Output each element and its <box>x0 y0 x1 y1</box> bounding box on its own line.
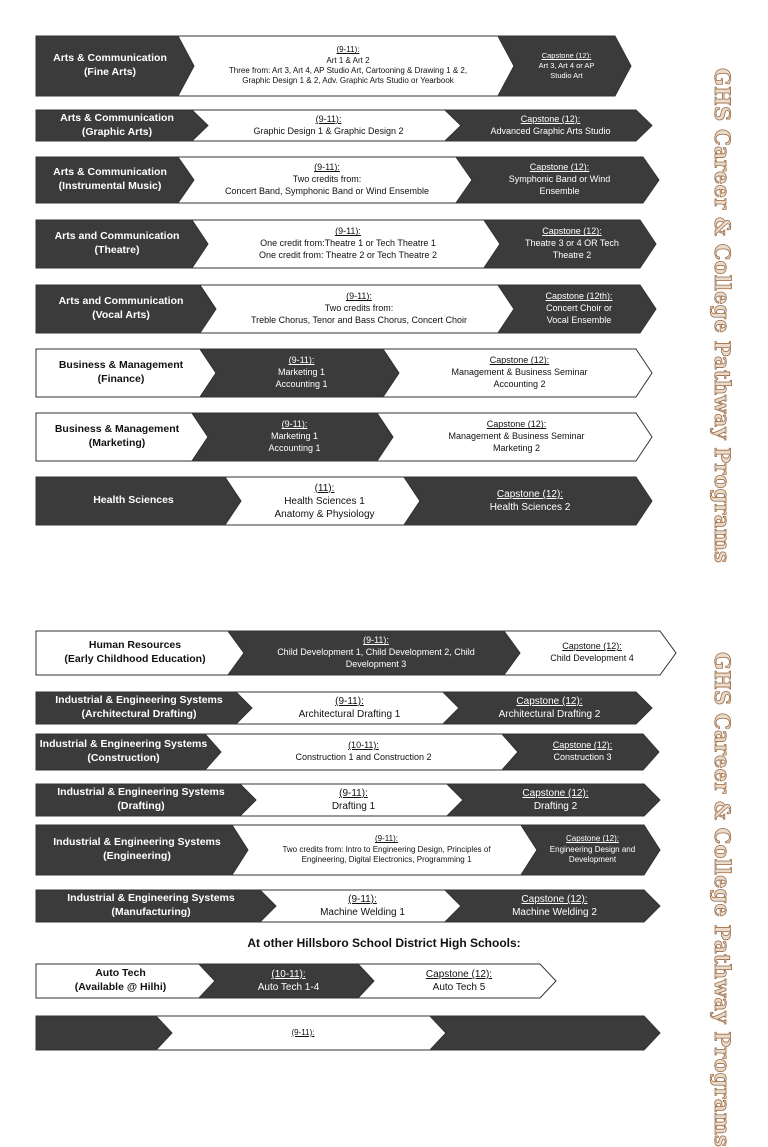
capstone-block <box>465 784 646 816</box>
cap-line: Capstone (12th): <box>545 291 613 302</box>
mid-line: Accounting 1 <box>268 442 321 453</box>
pathway-title <box>36 631 234 675</box>
cap-line: Art 3, Art 4 or AP <box>538 61 595 71</box>
capstone-block <box>461 692 638 724</box>
pathway-row <box>0 110 768 141</box>
pathway-row <box>0 825 768 875</box>
pathway-row <box>0 349 768 397</box>
title-line: (Engineering) <box>103 850 171 862</box>
mid-line: Architectural Drafting 1 <box>298 709 401 720</box>
cap-line: Capstone (12): <box>552 740 613 751</box>
pathway-row <box>0 157 768 203</box>
courses-block <box>258 784 449 816</box>
courses-block <box>196 36 500 96</box>
mid-line: Two credits from: <box>324 303 394 314</box>
mid-line: (9-11): <box>335 226 361 237</box>
cap-line: Theatre 2 <box>552 249 592 260</box>
title-line: Health Sciences <box>93 494 174 507</box>
courses-block <box>218 285 500 333</box>
title-line: Business & Management <box>54 423 180 436</box>
title-line: (Instrumental Music) <box>58 180 162 192</box>
cap-line: Architectural Drafting 2 <box>498 709 601 720</box>
pathway-title <box>36 1016 162 1050</box>
pathway-row <box>0 692 768 724</box>
mid-line: (9-11): <box>348 894 377 905</box>
title-line: (Architectural Drafting) <box>81 708 197 720</box>
mid-line: Development 3 <box>345 658 407 669</box>
title-line: (Marketing) <box>88 437 146 449</box>
title-line: (Fine Arts) <box>83 66 137 78</box>
mid-line: Treble Chorus, Tenor and Bass Chorus, Concert Choir <box>250 314 468 325</box>
cap-line: Capstone (12): <box>541 51 592 61</box>
cap-line: Studio Art <box>550 70 583 80</box>
mid-line: Engineering, Digital Electronics, Programming 1 <box>301 855 472 865</box>
cap-line: Engineering Design and <box>549 844 636 854</box>
title-line: (Manufacturing) <box>111 906 191 918</box>
courses-block <box>210 220 486 268</box>
mid-line: Two credits from: Intro to Engineering Design, Principles of <box>282 844 491 854</box>
title-line: Industrial & Engineering Systems <box>67 892 235 905</box>
capstone-block <box>522 631 662 675</box>
side-title-2: GHS Career & College Pathway Programs <box>710 652 735 1147</box>
pathway-title <box>36 413 198 461</box>
cap-line: Capstone (12): <box>425 969 493 980</box>
title-line: (Early Childhood Education) <box>64 653 206 665</box>
capstone-block <box>422 477 638 525</box>
title-line: Industrial & Engineering Systems <box>57 786 225 799</box>
courses-block <box>210 413 379 461</box>
cap-line: Capstone (12): <box>529 162 590 173</box>
capstone-block <box>539 825 646 875</box>
title-line: Arts & Communication <box>60 111 174 124</box>
mid-line: (10-11): <box>348 740 379 751</box>
mid-line: (9-11): <box>314 162 340 173</box>
capstone-block <box>463 110 638 141</box>
mid-line: Three from: Art 3, Art 4, AP Studio Art, Cartooning & Drawing 1 & 2, <box>228 66 468 75</box>
cap-line: Capstone (12): <box>542 226 602 237</box>
cap-line: Health Sciences 2 <box>489 502 571 513</box>
pathway-title <box>36 890 266 922</box>
courses-block <box>243 477 406 525</box>
cap-line: Capstone (12): <box>496 489 564 500</box>
title-line: (Construction) <box>87 752 160 764</box>
mid-line: (9-11): <box>315 113 342 124</box>
mid-line: Child Development 1, Child Development 2, Child <box>277 647 475 658</box>
title-line: (Graphic Arts) <box>81 125 153 138</box>
mid-line: Construction 1 and Construction 2 <box>295 752 432 762</box>
cap-line: Concert Choir or <box>545 303 613 314</box>
cap-line: Capstone (12): <box>566 834 619 844</box>
mid-line: (9-11): <box>288 355 315 366</box>
mid-line: (10-11): <box>271 969 306 980</box>
capstone-block <box>401 349 638 397</box>
courses-block <box>174 1016 432 1050</box>
mid-line: Concert Band, Symphonic Band or Wind Ensemble <box>224 185 430 196</box>
pathway-row <box>0 477 768 525</box>
cap-line: Theatre 3 or 4 OR Tech <box>525 238 619 249</box>
cap-line: Construction 3 <box>553 752 612 762</box>
mid-line: Health Sciences 1 <box>284 495 365 507</box>
mid-line: Marketing 1 <box>270 431 319 442</box>
title-line: Industrial & Engineering Systems <box>53 836 221 849</box>
mid-line: One credit from:Theatre 1 or Tech Theatre 1 <box>260 238 436 249</box>
title-line: (Theatre) <box>94 244 140 256</box>
courses-block <box>223 734 504 770</box>
mid-line: Marketing 1 <box>277 367 326 378</box>
title-line: Arts & Communication <box>53 166 167 179</box>
pathway-row <box>0 734 768 770</box>
side-title: GHS Career & College Pathway Programs <box>710 68 735 564</box>
cap-line: Development <box>568 855 617 865</box>
pathway-row <box>0 964 768 998</box>
title-line: Business & Management <box>58 359 184 372</box>
pathway-title <box>36 784 246 816</box>
title-line: Industrial & Engineering Systems <box>55 694 223 707</box>
cap-line: Capstone (12): <box>486 419 547 430</box>
pathway-title <box>36 220 198 268</box>
courses-block <box>217 964 360 998</box>
mid-line: One credit from: Theatre 2 or Tech Theatre 2 <box>258 249 438 260</box>
cap-line: Capstone (12): <box>521 894 588 905</box>
mid-line: (9-11): <box>339 788 368 799</box>
mid-line: Auto Tech 1-4 <box>257 982 320 993</box>
cap-line: Machine Welding 2 <box>512 907 597 918</box>
cap-line: Capstone (12): <box>562 641 622 652</box>
title-line: Arts & Communication <box>53 52 167 65</box>
courses-block <box>246 631 506 675</box>
capstone-block <box>376 964 542 998</box>
mid-line: Graphic Design 1 & 2, Adv. Graphic Arts Studio or Yearbook <box>242 76 454 86</box>
mid-line: Two credits from: <box>292 174 362 185</box>
mid-line: (9-11): <box>291 1027 315 1037</box>
cap-line: Accounting 2 <box>493 378 546 389</box>
cap-line: Management & Business Seminar <box>448 431 585 442</box>
courses-block <box>218 349 385 397</box>
mid-line: (9-11): <box>336 45 360 55</box>
pathway-row <box>0 285 768 333</box>
courses-block <box>278 890 447 922</box>
courses-block <box>254 692 445 724</box>
title-line: (Drafting) <box>117 800 165 812</box>
title-line: Auto Tech <box>95 967 146 980</box>
pathway-title <box>36 734 211 770</box>
capstone-block <box>516 285 642 333</box>
cap-line: Management & Business Seminar <box>451 367 588 378</box>
mid-line: Accounting 1 <box>275 378 328 389</box>
mid-line: (9-11): <box>363 635 389 646</box>
mid-line: Anatomy & Physiology <box>274 508 375 520</box>
cap-line: Marketing 2 <box>492 442 541 453</box>
pathway-title <box>36 825 238 875</box>
capstone-block <box>395 413 638 461</box>
courses-block <box>210 110 447 141</box>
title-line: Arts and Communication <box>54 230 180 243</box>
capstone-block <box>502 220 642 268</box>
pathway-title <box>36 36 184 96</box>
cap-line: Symphonic Band or Wind <box>508 174 611 185</box>
pathway-title <box>36 964 205 998</box>
mid-line: (11): <box>314 482 335 494</box>
cap-line: Auto Tech 5 <box>432 982 486 993</box>
cap-line: Capstone (12): <box>520 113 581 124</box>
pathway-title <box>36 110 198 141</box>
cap-line: Child Development 4 <box>550 653 634 663</box>
pathway-title <box>36 692 242 724</box>
cap-line: Drafting 2 <box>533 801 578 812</box>
other-schools-heading: At other Hillsboro School District High Schools: <box>247 936 521 950</box>
mid-line: Graphic Design 1 & Graphic Design 2 <box>253 125 404 136</box>
cap-line: Advanced Graphic Arts Studio <box>490 125 611 136</box>
title-line: Industrial & Engineering Systems <box>39 738 208 751</box>
title-line: Human Resources <box>88 639 182 652</box>
capstone-block <box>448 1016 646 1050</box>
courses-block <box>250 825 523 875</box>
capstone-block <box>520 734 645 770</box>
cap-line: Capstone (12): <box>516 696 583 707</box>
cap-line: Capstone (12): <box>489 355 550 366</box>
mid-line: (9-11): <box>375 834 398 844</box>
cap-line: Vocal Ensemble <box>546 314 612 325</box>
title-line: (Finance) <box>97 373 145 385</box>
mid-line: (9-11): <box>335 696 364 707</box>
capstone-block <box>474 157 645 203</box>
title-line: Arts and Communication <box>58 295 184 308</box>
capstone-block <box>516 36 617 96</box>
pathway-row <box>0 220 768 268</box>
pathway-row <box>0 890 768 922</box>
title-line: (Available @ Hilhi) <box>74 981 167 993</box>
mid-line: Machine Welding 1 <box>320 907 405 918</box>
pathway-row <box>0 1016 768 1050</box>
mid-line: (9-11): <box>281 419 308 430</box>
pathway-row <box>0 631 768 675</box>
pathway-row <box>0 784 768 816</box>
pathway-title <box>36 477 231 525</box>
pathway-row <box>0 413 768 461</box>
cap-line: Ensemble <box>539 185 580 196</box>
mid-line: (9-11): <box>346 291 372 302</box>
mid-line: Art 1 & Art 2 <box>326 55 370 65</box>
pathway-title <box>36 349 206 397</box>
pathway-row <box>0 36 768 96</box>
capstone-block <box>463 890 646 922</box>
pathway-title <box>36 285 206 333</box>
courses-block <box>196 157 458 203</box>
cap-line: Capstone (12): <box>522 788 589 799</box>
mid-line: Drafting 1 <box>331 801 376 812</box>
pathway-title <box>36 157 184 203</box>
title-line: (Vocal Arts) <box>92 309 150 321</box>
